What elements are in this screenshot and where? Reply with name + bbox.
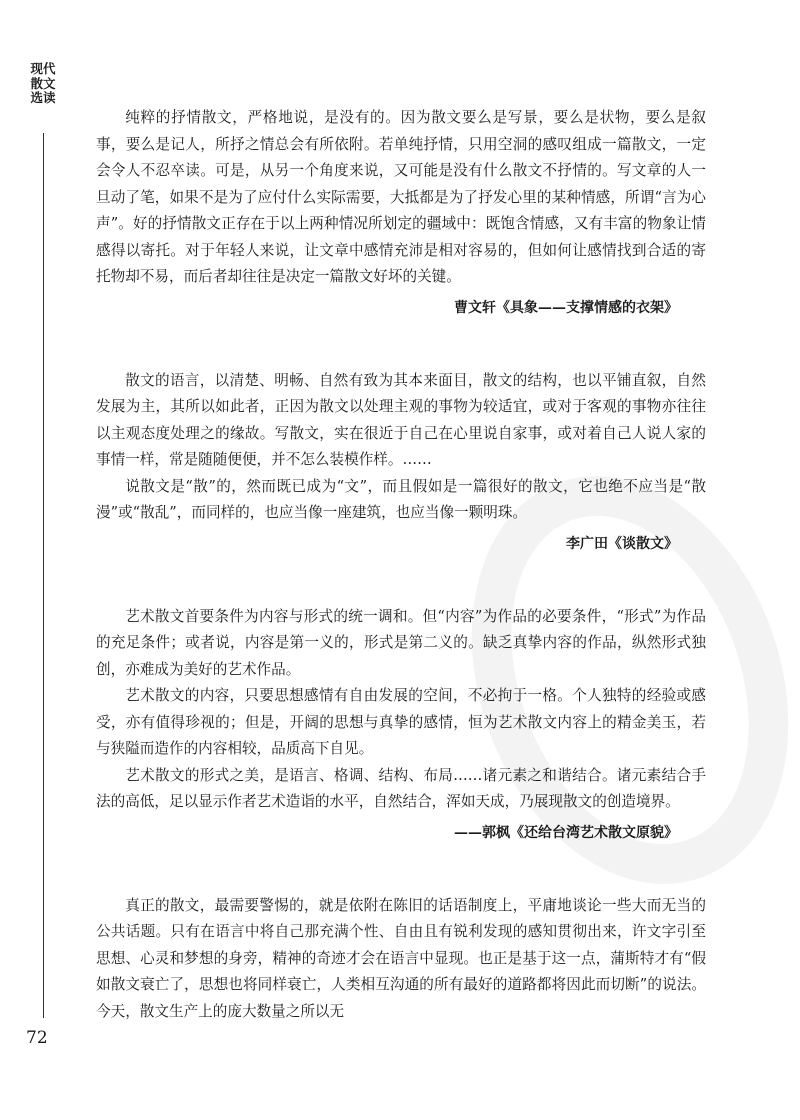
paragraph: 说散文是“散”的，然而既已成为“文”，而且假如是一篇很好的散文，它也绝不应当是“散漫”或“散乱”，而同样的，也应当像一座建筑，也应当像一颗明珠。 [96, 477, 706, 521]
excerpt-source: ——郭枫《还给台湾艺术散文原貌》 [454, 824, 678, 841]
excerpt-source: 曹文轩《具象——支撑情感的衣架》 [454, 299, 678, 316]
paragraph: 艺术散文首要条件为内容与形式的统一调和。但“内容”为作品的必要条件，“形式”为作品的充足条件；或者说，内容是第一义的，形式是第二义的。缺乏真挚内容的作品，纵然形式独创，亦难成为美好的艺术作品。 [96, 607, 706, 678]
excerpt-1 [96, 105, 706, 323]
page-content [96, 105, 706, 1070]
page-number: 72 [26, 1028, 48, 1048]
margin-rule [43, 133, 44, 1018]
paragraph: 纯粹的抒情散文，严格地说，是没有的。因为散文要么是写景，要么是状物，要么是叙事，要么是记人，所抒之情总会有所依附。若单纯抒情，只用空洞的感叹组成一篇散文，一定会令人不忍卒读。可是，从另一个角度来说，又可能是没有什么散文不抒情的。写文章的人一旦动了笔，如果不是为了应付什么实际需要，大抵都是为了抒发心里的某种情感，所谓“言为心声”。好的抒情散文正存在于以上两种情况所划定的疆域中：既饱含情感，又有丰富的物象让情感得以寄托。对于年轻人来说，让文章中感情充沛是相对容易的，但如何让感情找到合适的寄托物却不易，而后者却往往是决定一篇散文好坏的关键。 [96, 109, 706, 285]
excerpt-source: 李广田《谈散文》 [566, 535, 678, 552]
paragraph: 散文的语言，以清楚、明畅、自然有致为其本来面目，散文的结构，也以平铺直叙，自然发展为主，其所以如此者，正因为散文以处理主观的事物为较适宜，或对于客观的事物亦往往以主观态度处理之的缘故。写散文，实在很近于自己在心里说自家事，或对着自己人说人家的事情一样，常是随随便便，并不怎么装模作样。…… [96, 371, 706, 468]
paragraph: 真正的散文，最需要警惕的，就是依附在陈旧的话语制度上，平庸地谈论一些大而无当的公共话题。只有在语言中将自己那充满个性、自由且有锐利发现的感知贯彻出来，许文字引至思想、心灵和梦想的身旁，精神的奇迹才会在语言中显现。也正是基于这一点，蒲斯特才有“假如散文衰亡了，思想也将同样衰亡，人类相互沟通的所有最好的道路都将因此而切断”的说法。今天，散文生产上的庞大数量之所以无 [96, 896, 706, 1020]
excerpt-4 [96, 893, 706, 1026]
book-section-title: 现代散文选读 [30, 61, 56, 105]
paragraph: 艺术散文的形式之美，是语言、格调、结构、布局……诸元素之和谐结合。诸元素结合手法的高低，足以显示作者艺术造诣的水平，自然结合，浑如天成，乃展现散文的创造境界。 [96, 766, 706, 810]
paragraph: 艺术散文的内容，只要思想感情有自由发展的空间，不必拘于一格。个人独特的经验或感受，亦有值得珍视的；但是，开阔的思想与真挚的感情，恒为艺术散文内容上的精金美玉，若与狭隘而造作的内容相较，品质高下自见。 [96, 687, 706, 757]
excerpt-2 [96, 368, 706, 559]
excerpt-3 [96, 604, 706, 848]
